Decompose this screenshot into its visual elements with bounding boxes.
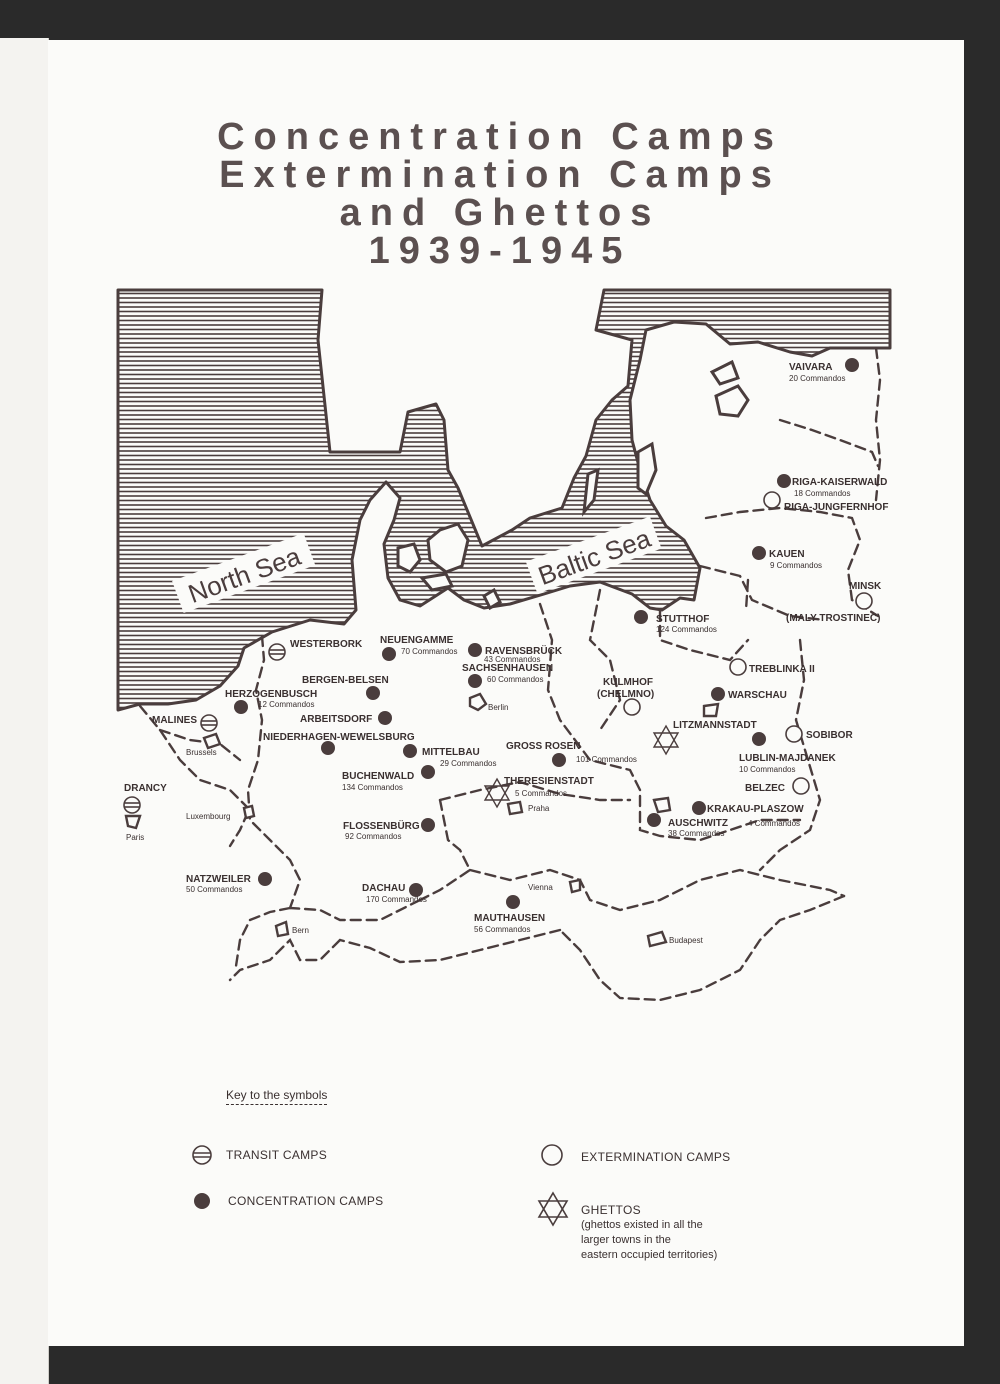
stutthof-marker xyxy=(634,610,648,624)
dachau-sub: 170 Commandos xyxy=(366,895,427,904)
buchenwald-sub: 134 Commandos xyxy=(342,783,403,792)
legend-ghettos-note xyxy=(581,1218,717,1263)
mauthausen-sub: 56 Commandos xyxy=(474,925,531,934)
ghetto-markers xyxy=(485,726,678,807)
title-line-3: and Ghettos xyxy=(339,192,661,234)
natzweiler-sub: 50 Commandos xyxy=(186,885,243,894)
island-saaremaa xyxy=(716,386,748,416)
warschau-marker xyxy=(704,704,718,716)
minsk-label: MINSK xyxy=(849,581,882,592)
luxembourg-label: Luxembourg xyxy=(186,812,231,821)
paris-label: Paris xyxy=(126,833,145,842)
riga-jungfernhof-marker xyxy=(764,492,780,508)
lublin-label: LUBLIN-MAJDANEK xyxy=(739,753,836,764)
vaivara-label: VAIVARA xyxy=(789,362,833,373)
mauthausen-label: MAUTHAUSEN xyxy=(474,913,546,924)
paris-marker xyxy=(126,816,140,828)
treblinka-marker xyxy=(730,659,746,675)
riga-jungfernhof-label: RIGA-JUNGFERNHOF xyxy=(784,502,889,513)
drancy-label: DRANCY xyxy=(124,783,167,794)
riga-kaiserwald-label: RIGA-KAISERWALD xyxy=(792,477,888,488)
malines-marker xyxy=(201,715,217,731)
legend-ghettos-note-3: eastern occupied territories) xyxy=(581,1249,718,1261)
belzec-marker xyxy=(793,778,809,794)
malines-label: MALINES xyxy=(152,715,197,726)
praha-marker xyxy=(508,802,522,814)
legend-extermination-label: EXTERMINATION CAMPS xyxy=(581,1150,731,1164)
neuengamme-label: NEUENGAMME xyxy=(380,635,454,646)
praha-label: Praha xyxy=(528,804,550,813)
legend-extermination-icon xyxy=(542,1145,562,1165)
auschwitz-sub: 38 Commandos xyxy=(668,829,725,838)
minsk-marker xyxy=(856,593,872,609)
sobibor-marker xyxy=(786,726,802,742)
title-line-1: Concentration Camps xyxy=(217,116,783,158)
bern-marker xyxy=(276,922,288,936)
mittelbau-sub: 29 Commandos xyxy=(440,759,497,768)
warschau-label: WARSCHAU xyxy=(728,690,787,701)
mittelbau-label: MITTELBAU xyxy=(422,747,480,758)
legend-concentration-icon xyxy=(194,1193,210,1209)
legend-ghettos-note-2: larger towns in the xyxy=(581,1234,671,1246)
legend-transit-label: TRANSIT CAMPS xyxy=(226,1148,328,1162)
island-gotland xyxy=(638,444,656,494)
litzmannstadt-label: LITZMANNSTADT xyxy=(673,720,757,731)
vaivara-sub: 20 Commandos xyxy=(789,374,846,383)
niederhagen-marker xyxy=(321,741,335,755)
vienna-marker xyxy=(570,880,580,892)
gross-rosen-label: GROSS ROSEN xyxy=(506,741,581,752)
kauen-sub: 9 Commandos xyxy=(770,561,823,570)
ravensbruck-label: RAVENSBRÜCK xyxy=(485,646,563,657)
title-line-2: Extermination Camps xyxy=(219,154,781,196)
bern-label: Bern xyxy=(292,926,309,935)
kulmhof-sub: (CHELMNO) xyxy=(597,689,655,700)
ravensbruck-marker xyxy=(468,643,482,657)
krakau-label: KRAKAU-PLASZOW xyxy=(707,804,804,815)
flossenburg-marker xyxy=(421,818,435,832)
mittelbau-marker xyxy=(403,744,417,758)
kauen-label: KAUEN xyxy=(769,549,805,560)
legend-transit-icon xyxy=(193,1146,211,1164)
herzogenbusch-sub: 12 Commandos xyxy=(258,700,315,709)
lublin-marker xyxy=(752,732,766,746)
kulmhof-marker xyxy=(624,699,640,715)
riga-kaiserwald-marker xyxy=(777,474,791,488)
neuengamme-marker xyxy=(382,647,396,661)
kauen-marker xyxy=(752,546,766,560)
westerbork-marker xyxy=(269,644,285,660)
brussels-label: Brussels xyxy=(186,748,217,757)
berlin-label: Berlin xyxy=(488,703,509,712)
herzogenbusch-marker xyxy=(234,700,248,714)
budapest-label: Budapest xyxy=(669,936,703,945)
arbeitsdorf-marker xyxy=(378,711,392,725)
flossenburg-sub: 92 Commandos xyxy=(345,832,402,841)
riga-kaiserwald-sub: 18 Commandos xyxy=(794,489,851,498)
budapest-marker xyxy=(648,932,666,946)
legend-ghetto-icon xyxy=(539,1193,567,1225)
bergen-belsen-label: BERGEN-BELSEN xyxy=(302,675,389,686)
warschau-camp-marker xyxy=(711,687,725,701)
lublin-sub: 10 Commandos xyxy=(739,765,796,774)
ravensbruck-sub: 43 Commandos xyxy=(484,655,541,664)
auschwitz-label: AUSCHWITZ xyxy=(668,818,728,829)
berlin-marker xyxy=(470,694,486,710)
north-sea-text: North Sea xyxy=(184,540,305,610)
treblinka-label: TREBLINKA II xyxy=(749,664,815,675)
vienna-label: Vienna xyxy=(528,883,553,892)
gross-rosen-marker xyxy=(552,753,566,767)
island-hiiumaa xyxy=(712,362,738,384)
brussels-marker xyxy=(204,734,220,748)
krakau-marker xyxy=(654,798,670,812)
sachsenhausen-label: SACHSENHAUSEN xyxy=(462,663,554,674)
vaivara-marker xyxy=(845,358,859,372)
baltic-sea-text: Baltic Sea xyxy=(534,522,655,592)
niederhagen-label: NIEDERHAGEN-WEWELSBURG xyxy=(263,732,415,743)
sobibor-label: SOBIBOR xyxy=(806,730,853,741)
buchenwald-label: BUCHENWALD xyxy=(342,771,415,782)
flossenburg-label: FLOSSENBÜRG xyxy=(343,821,420,832)
buchenwald-marker xyxy=(421,765,435,779)
theresienstadt-sub: 5 Commandos xyxy=(515,789,568,798)
natzweiler-marker xyxy=(258,872,272,886)
westerbork-label: WESTERBORK xyxy=(290,639,363,650)
theresienstadt-label: THERESIENSTADT xyxy=(504,776,594,787)
natzweiler-label: NATZWEILER xyxy=(186,874,251,885)
sachsenhausen-sub: 60 Commandos xyxy=(487,675,544,684)
drancy-marker xyxy=(124,797,140,813)
neuengamme-sub: 70 Commandos xyxy=(401,647,458,656)
belzec-label: BELZEC xyxy=(745,783,785,794)
sachsenhausen-marker xyxy=(468,674,482,688)
krakau-sub: 4 Commandos xyxy=(748,819,801,828)
mauthausen-marker xyxy=(506,895,520,909)
legend-ghettos-note-1: (ghettos existed in all the xyxy=(581,1219,703,1231)
arbeitsdorf-label: ARBEITSDORF xyxy=(300,714,373,725)
stutthof-sub: 124 Commandos xyxy=(656,625,717,634)
krakau-camp-marker xyxy=(692,801,706,815)
gross-rosen-sub: 101 Commandos xyxy=(576,755,637,764)
dachau-label: DACHAU xyxy=(362,883,406,894)
legend-ghettos-label: GHETTOS xyxy=(581,1203,641,1217)
kulmhof-label: KULMHOF xyxy=(603,677,653,688)
legend-title: Key to the symbols xyxy=(226,1088,327,1105)
stutthof-label: STUTTHOF xyxy=(656,614,710,625)
herzogenbusch-label: HERZOGENBUSCH xyxy=(225,689,318,700)
luxembourg-marker xyxy=(244,806,254,818)
bergen-belsen-marker xyxy=(366,686,380,700)
auschwitz-marker xyxy=(647,813,661,827)
title-line-4: 1939-1945 xyxy=(368,230,632,272)
legend-concentration-label: CONCENTRATION CAMPS xyxy=(228,1194,384,1208)
minsk-sub: (MALY TROSTINEC) xyxy=(786,613,881,624)
